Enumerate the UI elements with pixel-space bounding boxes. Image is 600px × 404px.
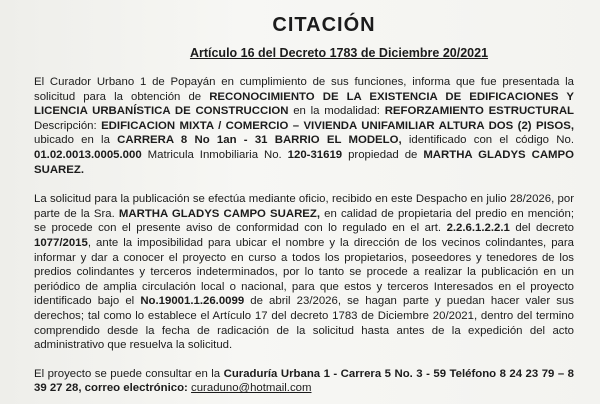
p2-text-4: , ante la imposibilidad para ubicar el nombre y la dirección de los vecinos colindantes, para informar y dar a conocer el proyecto en curso a todos los propietarios, poseedores y tenedores de los predios colindantes y terceros indeterminados, por lo tanto se procede a realizar la publicación en un periódico de amplia circulación local o nacional, para que estos y terceros Interesados en el proyecto identificado bajo el [34, 236, 574, 308]
property-code: 01.02.0013.0005.000 [34, 148, 142, 161]
building-description: EDIFICACION MIXTA / COMERCIO – VIVIENDA UNIFAMILIAR ALTURA DOS (2) PISOS, [101, 119, 574, 132]
paragraph-consultation [34, 367, 574, 396]
request-modality: REFORZAMIENTO ESTRUCTURAL [384, 105, 575, 118]
applicant-name: MARTHA GLADYS CAMPO SUAREZ, [118, 207, 321, 220]
p2-text-5: de abril 23/2026, se hagan parte y puedan hacer valer sus derechos; tal como lo establece el Artículo 17 del decreto 1783 de Diciembre 20/2021, dentro del termino comprendido desde la fecha de radicación de la solicitud hasta antes de la expedición del acto administrativo que resuelva la solicitud. [34, 295, 575, 352]
paragraph-request-description [34, 75, 574, 177]
p1-text-2: en la modalidad: [288, 105, 385, 118]
property-registration: 120-31619 [287, 148, 343, 161]
notice-title: CITACIÓN [272, 14, 376, 36]
p2-text-3: del decreto [509, 222, 574, 235]
p1-text-5: identificado con el código No. [401, 134, 574, 147]
office-contact: Curaduría Urbana 1 - Carrera 5 No. 3 - 59 Teléfono 8 24 23 79 – 8 39 27 28, correo electrónico: [34, 367, 574, 395]
property-owner: MARTHA GLADYS CAMPO SUAREZ. [34, 148, 574, 176]
p1-text-1: El Curador Urbano 1 de Popayán en cumplimiento de sus funciones, informa que fue presentada la solicitud para la obtención de [34, 76, 574, 103]
p1-text-3: Descripción: [34, 119, 102, 132]
property-address: CARRERA 8 No 1an - 31 BARRIO EL MODELO, [117, 134, 402, 147]
p1-text-6: Matricula Inmobiliaria No. [141, 148, 288, 161]
p1-text-7: propiedad de [342, 148, 424, 161]
p2-text-2: en calidad de propietaria del predio en mención; se procede con el presente aviso de conformidad con lo regulado en el art. [34, 207, 574, 235]
p1-text-4: ubicado en la [34, 134, 118, 147]
project-number: No.19001.1.26.0099 [140, 295, 245, 308]
decree-reference: 1077/2015 [34, 236, 88, 249]
request-type: RECONOCIMIENTO DE LA EXISTENCIA DE EDIFICACIONES Y LICENCIA URBANÍSTICA DE CONSTRUCCION [34, 90, 574, 118]
notice-subtitle: Artículo 16 del Decreto 1783 de Diciembre 20/2021 [189, 46, 489, 60]
contact-email: curaduno@hotmail.com [191, 382, 312, 395]
paragraph-publication-request [34, 192, 574, 353]
article-reference: 2.2.6.1.2.2.1 [446, 222, 510, 235]
p3-text-1: El proyecto se puede consultar en la [34, 367, 224, 380]
p2-text-1: La solicitud para la publicación se efectúa mediante oficio, recibido en este Despacho en julio 28/2026, por parte de la Sra. [34, 193, 574, 220]
